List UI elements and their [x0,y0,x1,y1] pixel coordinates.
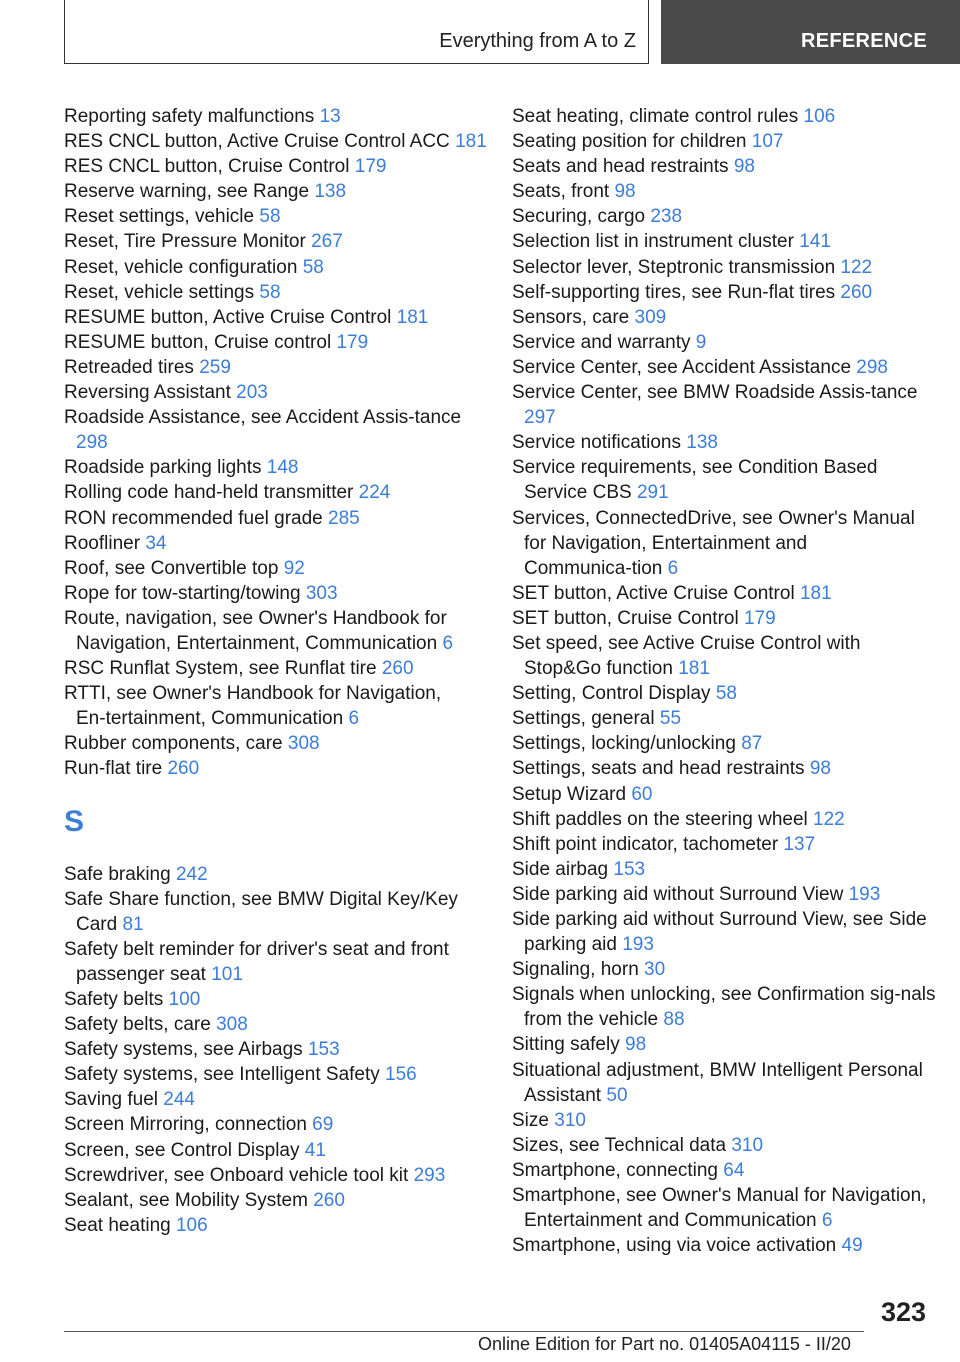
index-page-link[interactable]: 137 [783,833,816,855]
index-page-link[interactable]: 6 [442,632,454,654]
index-page-link[interactable]: 69 [312,1114,334,1136]
index-entry-text: Reporting safety malfunctions [64,106,315,127]
index-entry [64,581,494,606]
index-page-link[interactable]: 242 [175,863,208,885]
footer-divider [64,1331,864,1332]
index-entry [64,1012,494,1037]
index-page-link[interactable]: 203 [236,382,268,404]
index-entry [64,229,494,254]
index-page-link[interactable]: 106 [803,106,836,127]
index-entry [512,1108,942,1133]
index-entry [64,531,494,556]
index-entry-text: Rolling code hand-held transmitter [64,482,354,504]
index-entry [512,179,942,204]
index-entry-text: Service Center, see Accident Assistance [512,356,852,378]
index-entry [512,1058,942,1108]
index-entry [64,656,494,681]
index-page-link[interactable]: 291 [636,482,669,504]
index-entry-text: Safety belts [64,989,164,1010]
index-page-link[interactable]: 101 [211,963,243,985]
index-entry [64,255,494,280]
index-page-link[interactable]: 13 [319,106,341,127]
index-entry-text: SET button, Cruise Control [512,607,739,629]
index-entry-text: Signaling, horn [512,959,639,981]
index-entry [64,129,494,154]
index-page-link[interactable]: 260 [313,1189,345,1211]
index-page-link[interactable]: 122 [813,808,845,830]
index-entry-text: Smartphone, connecting [512,1159,718,1181]
index-page-link[interactable]: 293 [413,1164,446,1186]
index-page-link[interactable]: 58 [259,206,281,228]
index-entry [512,1183,942,1233]
index-page-link[interactable]: 179 [354,156,387,178]
index-entry-text: Service notifications [512,432,681,454]
index-entry [64,556,494,581]
index-entry-text: Services, ConnectedDrive, see Owner's Manual for Navigation, Entertainment and Communica‑tion [512,507,915,579]
index-page-link[interactable]: 308 [287,733,320,755]
index-page-link[interactable]: 98 [625,1034,647,1056]
index-entry [512,455,942,505]
index-entry [512,982,942,1032]
index-page-link[interactable]: 310 [731,1134,764,1156]
index-page-link[interactable]: 87 [741,733,763,755]
index-entry [64,405,494,455]
index-entry [64,179,494,204]
index-entry [64,1112,494,1137]
index-entry [512,807,942,832]
index-entry-text: Signals when unlocking, see Confirmation sig‑nals from the vehicle [512,984,936,1031]
index-entry [512,706,942,731]
index-page-link[interactable]: 156 [385,1064,417,1086]
index-entry-text: Roofliner [64,532,141,554]
header-title: Everything from A to Z [439,30,636,52]
index-entry-text: Setup Wizard [512,783,627,805]
index-entry [512,581,942,606]
index-entry-text: Retreaded tires [64,356,194,378]
index-entry-text: Rubber components, care [64,733,283,755]
index-page-link[interactable]: 50 [606,1084,628,1106]
index-page-link[interactable]: 298 [76,432,108,454]
index-page-link[interactable]: 238 [650,206,683,228]
index-section-letter: S [64,804,85,838]
index-page-link[interactable]: 244 [163,1089,195,1111]
index-entry [512,506,942,581]
index-entry [64,1163,494,1188]
index-entry-text: Safety systems, see Intelligent Safety [64,1064,380,1086]
index-page-link[interactable]: 153 [613,858,646,880]
index-page-link[interactable]: 181 [455,131,487,153]
index-entry-text: Situational adjustment, BMW Intelligent Personal Assistant [512,1059,923,1106]
index-page-link[interactable]: 58 [302,256,324,278]
index-entry-text: Safety systems, see Airbags [64,1039,303,1061]
index-entry-text: Roadside parking lights [64,457,262,479]
index-entry-text: Roadside Assistance, see Accident Assis‑tance [64,407,462,429]
index-entry-text: Selection list in instrument cluster [512,231,794,253]
index-entry [512,782,942,807]
index-entry-text: Route, navigation, see Owner's Handbook for Navigation, Entertainment, Communication [64,607,447,654]
header-section-label: REFERENCE [801,30,928,52]
index-entry [64,154,494,179]
index-page-link[interactable]: 49 [841,1235,863,1257]
index-entry [64,1062,494,1087]
index-page-link[interactable]: 92 [283,557,305,579]
index-entry-text: Service and warranty [512,331,691,353]
index-entry [512,606,942,631]
index-entry-text: Side parking aid without Surround View, see Side parking aid [512,909,927,956]
index-entry [512,882,942,907]
index-entry [64,1087,494,1112]
index-page-link[interactable]: 308 [216,1014,248,1036]
index-entry-text: Seats and head restraints [512,156,729,178]
index-entry-text: Sealant, see Mobility System [64,1189,308,1211]
index-page-link[interactable]: 98 [733,156,755,178]
index-entry-text: Settings, locking/unlocking [512,733,736,755]
index-page-link[interactable]: 310 [554,1109,586,1131]
index-entry [64,1138,494,1163]
index-entry [64,862,494,887]
index-entry [64,204,494,229]
index-page-link[interactable]: 153 [307,1039,340,1061]
index-page-link[interactable]: 179 [336,331,369,353]
index-page-link[interactable]: 6 [667,557,679,579]
index-entry-text: Reset, Tire Pressure Monitor [64,231,306,253]
index-entry [512,756,942,781]
index-page-link[interactable]: 303 [305,582,338,604]
index-entry-text: Self-supporting tires, see Run-flat tires [512,281,836,303]
index-entry-text: Reserve warning, see Range [64,181,310,203]
index-entry [64,937,494,987]
index-entry-text: Screen Mirroring, connection [64,1114,307,1136]
index-entry-text: Rope for tow-starting/towing [64,582,301,604]
index-page-link[interactable]: 260 [840,281,873,303]
index-entry [64,606,494,656]
index-page-link[interactable]: 138 [314,181,347,203]
index-entry [512,1032,942,1057]
index-page-link[interactable]: 98 [614,181,636,203]
index-entry-text: Set speed, see Active Cruise Control with Stop&Go function [512,632,861,680]
index-entry [512,204,942,229]
index-entry [64,731,494,756]
header-section-tab [661,0,960,64]
index-entry [512,1233,942,1258]
index-entry-text: Safety belt reminder for driver's seat and front passenger seat [64,938,449,985]
index-page-link[interactable]: 41 [304,1139,326,1161]
index-page-link[interactable]: 267 [311,231,343,253]
index-entry-text: Run-flat tire [64,758,163,780]
index-entry-text: Setting, Control Display [512,683,711,705]
index-page-link[interactable]: 6 [348,708,360,730]
index-entry-text: Saving fuel [64,1089,159,1111]
index-page-link[interactable]: 138 [686,432,718,454]
index-column-right [512,104,942,1258]
index-entry-text: Service Center, see BMW Roadside Assis‑tance [512,382,918,404]
index-page-link[interactable]: 81 [122,913,144,935]
page-number: 323 [880,1297,926,1327]
index-page-link[interactable]: 6 [821,1210,833,1232]
index-entry-text: Screwdriver, see Onboard vehicle tool kit [64,1164,409,1186]
index-page-link[interactable]: 181 [678,658,710,680]
index-entry [64,480,494,505]
index-column-left [64,104,494,1238]
index-page-link[interactable]: 260 [381,658,414,680]
index-entry-text: Seats, front [512,181,610,203]
index-entry [512,1158,942,1183]
index-entry-text: Reversing Assistant [64,382,231,404]
index-page-link[interactable]: 285 [328,507,360,529]
index-page-link[interactable]: 106 [175,1214,208,1236]
index-entry [512,957,942,982]
index-entry [64,506,494,531]
index-entry-text: Side airbag [512,858,609,880]
index-entry [64,380,494,405]
index-entry [512,229,942,254]
index-entry-text: Reset settings, vehicle [64,206,255,228]
index-page-link[interactable]: 298 [856,356,888,378]
index-entry-text: SET button, Active Cruise Control [512,582,795,604]
index-entry [512,154,942,179]
index-page-link[interactable]: 55 [659,708,682,730]
index-entry [512,832,942,857]
index-page-link[interactable]: 309 [634,306,667,328]
index-page-link[interactable]: 98 [809,758,831,780]
index-page-link[interactable]: 297 [524,407,556,429]
index-entry [512,355,942,380]
index-page-link[interactable]: 60 [631,783,653,805]
index-page-link[interactable]: 34 [145,532,167,554]
index-entry-text: Seat heating, climate control rules [512,106,799,127]
index-entry-text: Safe braking [64,863,171,885]
index-entry-text: Sensors, care [512,306,630,328]
index-entry-text: Shift paddles on the steering wheel [512,808,808,830]
index-entry [512,280,942,305]
index-entry-text: RESUME button, Active Cruise Control [64,306,392,328]
index-entry [64,681,494,731]
index-entry [512,1133,942,1158]
index-entry [64,1213,494,1238]
index-entry [64,355,494,380]
index-entry [512,631,942,681]
index-entry-text: Settings, seats and head restraints [512,758,805,780]
index-page-link[interactable]: 179 [743,607,776,629]
index-entry [512,857,942,882]
index-entry-text: Roof, see Convertible top [64,557,279,579]
header-title-box [64,0,649,64]
index-entry-text: Smartphone, using via voice activation [512,1235,837,1257]
index-page-link[interactable]: 193 [848,883,881,905]
index-entry-text: RES CNCL button, Cruise Control [64,156,350,178]
index-page-link[interactable]: 181 [799,582,832,604]
index-entry-text: Selector lever, Steptronic transmission [512,256,836,278]
index-entry [64,330,494,355]
index-entry [64,455,494,480]
index-entry-text: Size [512,1109,549,1131]
index-entry-text: Safety belts, care [64,1014,211,1036]
index-entry-text: Seat heating [64,1214,171,1236]
index-entry-text: Side parking aid without Surround View [512,883,844,905]
index-entry [64,987,494,1012]
index-entry [64,305,494,330]
index-page-link[interactable]: 141 [799,231,831,253]
index-page-link[interactable]: 9 [695,331,707,353]
index-entry-text: Securing, cargo [512,206,646,228]
index-entry-text: Reset, vehicle configuration [64,256,298,278]
index-entry [512,129,942,154]
index-page-link[interactable]: 58 [715,683,737,705]
index-entry [512,255,942,280]
index-page-link[interactable]: 148 [266,457,299,479]
index-entry-text: RESUME button, Cruise control [64,331,332,353]
index-page-link[interactable]: 224 [358,482,391,504]
index-entry-text: Smartphone, see Owner's Manual for Navigation, Entertainment and Communication [512,1185,927,1232]
index-entry-text: RES CNCL button, Active Cruise Control ACC [64,131,450,153]
index-page-link[interactable]: 30 [644,959,666,981]
index-page-link[interactable]: 58 [259,281,281,303]
index-entry-text: Service requirements, see Condition Based Service CBS [512,457,878,504]
index-entry-text: Settings, general [512,708,655,730]
index-page-link[interactable]: 122 [840,256,873,278]
index-entry [64,756,494,781]
index-page-link[interactable]: 88 [663,1009,685,1031]
index-entry-text: RTTI, see Owner's Handbook for Navigation, En‑tertainment, Communication [64,683,442,730]
index-entry [512,305,942,330]
index-entry [64,104,494,129]
index-entry-text: Reset, vehicle settings [64,281,255,303]
index-page-link[interactable]: 64 [723,1159,745,1181]
index-entry [512,104,942,129]
index-entry [512,681,942,706]
index-entry-text: RON recommended fuel grade [64,507,323,529]
index-entry-text: Shift point indicator, tachometer [512,833,779,855]
index-page-link[interactable]: 260 [167,758,200,780]
index-entry [512,907,942,957]
index-page-link[interactable]: 193 [622,934,654,956]
index-entry [512,430,942,455]
index-page-link[interactable]: 100 [168,989,201,1010]
index-entry [512,330,942,355]
footer-edition: Online Edition for Part no. 01405A04115 - II/20 [478,1334,851,1354]
index-entry-text: RSC Runflat System, see Runflat tire [64,658,377,680]
index-page-link[interactable]: 259 [199,356,231,378]
index-entry [64,1188,494,1213]
index-entry-text: Screen, see Control Display [64,1139,300,1161]
index-entry-text: Seating position for children [512,131,747,153]
index-entry [64,1037,494,1062]
index-page-link[interactable]: 181 [396,306,429,328]
index-entry [512,731,942,756]
index-entry [64,887,494,937]
index-page-link[interactable]: 107 [751,131,784,153]
index-entry [512,380,942,430]
index-entry-text: Sizes, see Technical data [512,1134,727,1156]
index-entry-text: Sitting safely [512,1034,620,1056]
index-entry [64,280,494,305]
index-entry-text: Safe Share function, see BMW Digital Key/Key Card [64,888,458,935]
